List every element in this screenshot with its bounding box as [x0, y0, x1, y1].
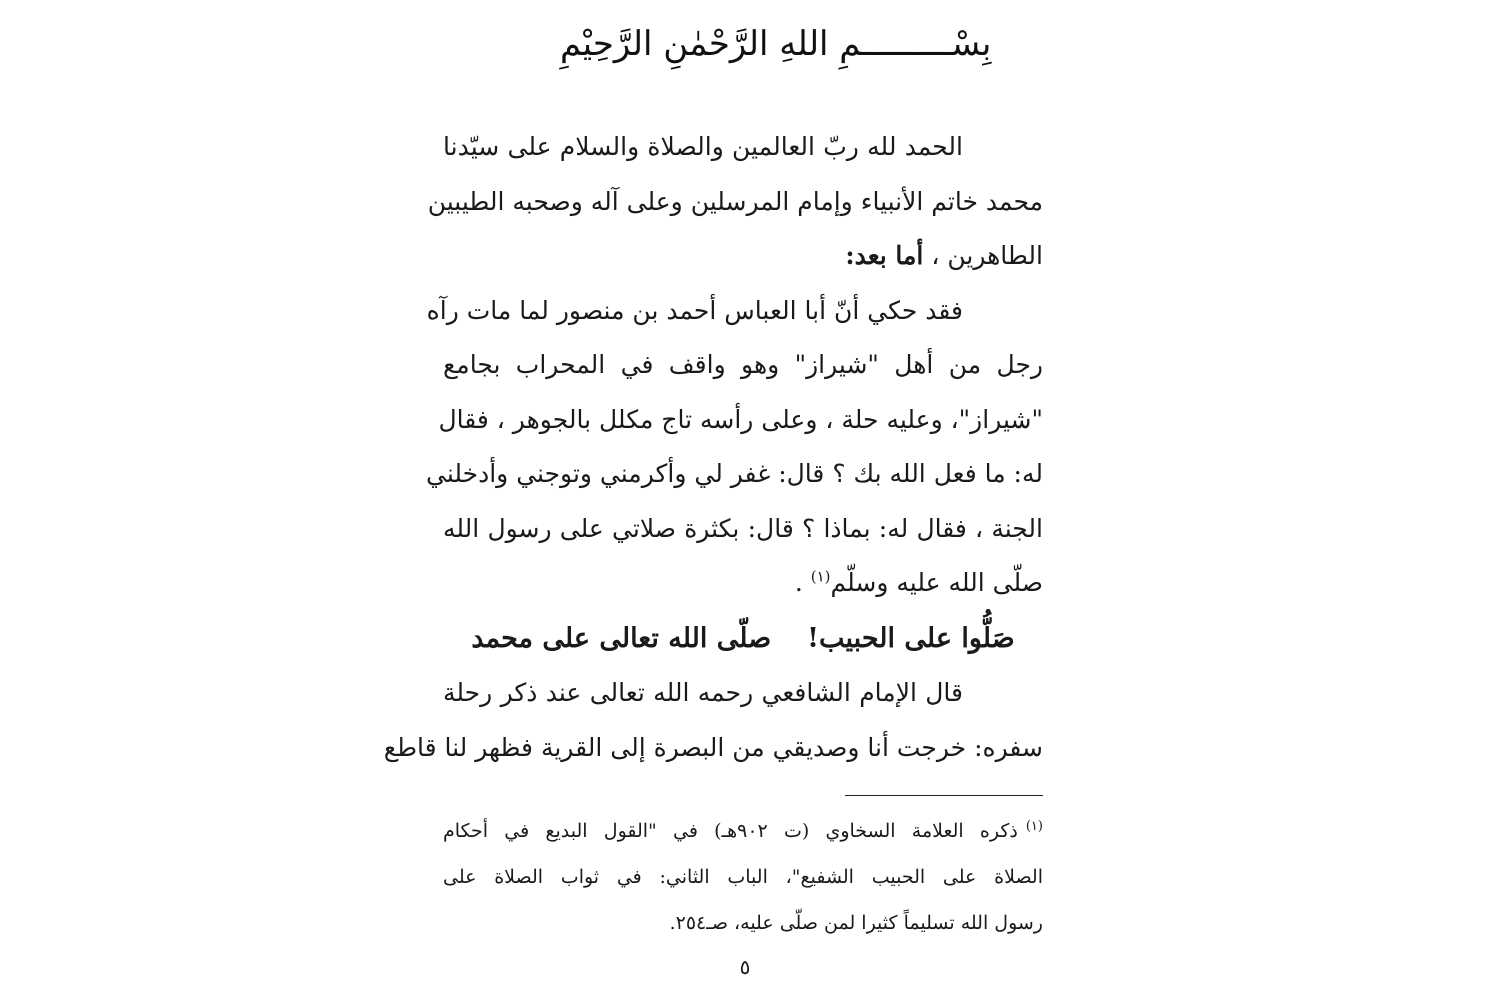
paragraph-2-line-4: له: ما فعل الله بك ؟ قال: غفر لي وأكرمني وتوجني وأدخلني	[425, 459, 1043, 488]
paragraph-1-line-1: الحمد لله ربّ العالمين والصلاة والسلام على سيّدنا	[443, 132, 963, 161]
footnote-line-1-text: ذكره العلامة السخاوي (ت ٩٠٢هـ) في "القول البديع في أحكام	[443, 820, 1018, 842]
paragraph-3-line-1: قال الإمام الشافعي رحمه الله تعالى عند ذكر رحلة	[443, 678, 963, 707]
paragraph-3-line-2: سفره: خرجت أنا وصديقي من البصرة إلى القرية فظهر لنا قاطع	[383, 732, 1043, 762]
footnote-reference: (١)	[810, 567, 831, 586]
main-text	[425, 120, 1043, 611]
paragraph-2-line-5: الجنة ، فقال له: بماذا ؟ قال: بكثرة صلاتي على رسول الله	[443, 513, 1043, 543]
basmala-calligraphy: بِسْـــــــــمِ اللهِ الرَّحْمٰنِ الرَّحِيْمِ	[560, 24, 992, 64]
paragraph-1-line-2: محمد خاتم الأنبياء وإمام المرسلين وعلى آله وصحبه الطيبين	[427, 186, 1043, 216]
page-number: ٥	[739, 955, 751, 979]
basmala-header	[560, 14, 992, 74]
salawat-line	[443, 612, 1043, 666]
amma-baad-heading: أما بعد:	[845, 241, 924, 270]
footnote-marker: (١)	[1025, 818, 1043, 834]
paragraph-2-line-6	[443, 556, 1043, 611]
footnote	[443, 808, 1043, 946]
paragraph-2-line-6-end: .	[794, 568, 811, 597]
paragraph-2-line-3: "شيراز"، وعليه حلة ، وعلى رأسه تاج مكلل بالجوهر ، فقال	[438, 404, 1043, 434]
paragraph-1-line-3	[443, 229, 1043, 284]
paragraph-2-line-6-text: صلّى الله عليه وسلّم	[830, 568, 1043, 597]
footnote-divider	[845, 795, 1043, 796]
salawat-call: صَلُّوا على الحبيب!	[807, 623, 1015, 654]
salawat-response: صلّى الله تعالى على محمد	[471, 623, 772, 654]
footnote-line-2: الصلاة على الحبيب الشفيع"، الباب الثاني: في ثواب الصلاة على	[443, 866, 1043, 888]
paragraph-1-line-3-text: الطاهرين ،	[923, 241, 1043, 270]
paragraph-2-line-2: رجل من أهل "شيراز" وهو واقف في المحراب بجامع	[443, 350, 1043, 379]
footnote-line-1	[443, 808, 1043, 854]
footnote-line-3: رسول الله تسليماً كثيرا لمن صلّى عليه، صـ٢٥٤.	[669, 912, 1043, 934]
paragraph-2-line-1: فقد حكي أنّ أبا العباس أحمد بن منصور لما مات رآه	[426, 295, 963, 325]
paragraph-3	[383, 666, 1043, 775]
